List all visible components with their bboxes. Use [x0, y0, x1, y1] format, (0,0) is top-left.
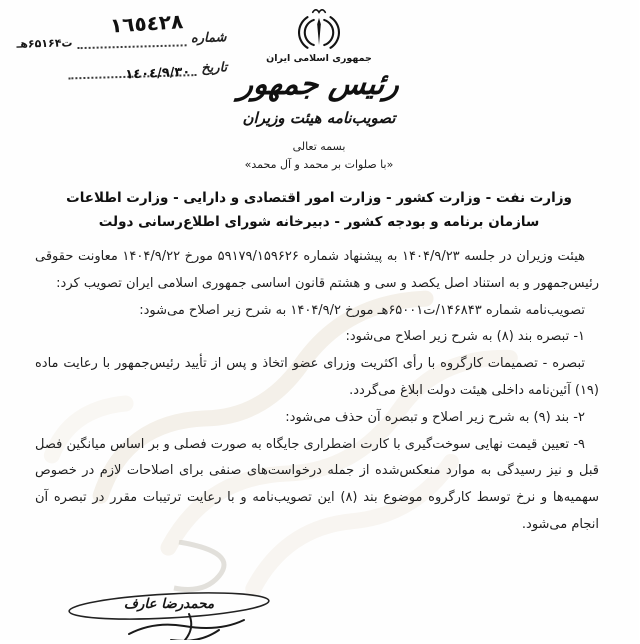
- body-paragraph: ۹- تعیین قیمت نهایی سوخت‌گیری با کارت اضطراری جایگاه به صورت فصلی و بر اساس میانگین فصل قبل و نیز رسیدگی به موارد منعکس‌شده از جمله درخواست‌های صنفی برای اصلاحات لازم در خصوص سهمیه‌ها و نرخ توسط کارگروه موضوع بند (۸) این تصویب‌نامه و با رعایت ترتیبات مقرر در تبصره آن انجام می‌شود.: [36, 436, 600, 532]
- body-paragraph: تصویب‌نامه شماره ۱۴۶۸۴۳/ت۶۵۰۰۱هـ مورخ ۱۴۰۴/۹/۲ به شرح زیر اصلاح می‌شود:: [140, 302, 586, 318]
- stamp-number-handwritten: ١٦٥٤٢٨: [110, 9, 186, 38]
- president-calligraphy: رئیس جمهور: [238, 67, 402, 102]
- stamp-number-label: شماره: [191, 30, 228, 47]
- signer-name: محمدرضا عارف: [124, 596, 216, 612]
- cabinet-resolution-calligraphy: تصویب‌نامه هیئت وزیران: [243, 109, 397, 127]
- stamp-date-label: تاریخ: [202, 60, 229, 76]
- stamp-date-handwritten: ١٤٠٤/٩/٣٠: [126, 64, 192, 83]
- signature-flourish: [175, 542, 225, 590]
- country-name: جمهوری اسلامی ایران: [267, 53, 373, 64]
- iran-emblem-icon: [299, 6, 341, 52]
- stamp-number-printed-suffix: ت۶۵۱۶۴هـ: [17, 36, 74, 51]
- signature-oval: [70, 589, 271, 623]
- body-paragraph: ۲- بند (۹) به شرح زیر اصلاح و تبصره آن حذف می‌شود:: [286, 409, 586, 425]
- addressee-block: [0, 186, 640, 234]
- body-paragraph: هیئت وزیران در جلسه ۱۴۰۴/۹/۲۳ به پیشنهاد شماره ۵۹۱۷۹/۱۵۹۶۲۶ مورخ ۱۴۰۴/۹/۲۲ معاونت حقوقی رئیس‌جمهور و به استناد اصل یکصد و سی و هشتم قانون اساسی جمهوری اسلامی ایران تصویب کرد:: [36, 249, 600, 291]
- body-paragraph: ۱- تبصره بند (۸) به شرح زیر اصلاح می‌شود:: [346, 329, 586, 345]
- addressee-line: سازمان برنامه و بودجه کشور - دبیرخانه شورای اطلاع‌رسانی دولت: [99, 214, 541, 230]
- addressee-line: وزارت نفت - وزارت کشور - وزارت امور اقتصادی و دارایی - وزارت اطلاعات: [67, 190, 573, 206]
- salawat-line: «با صلوات بر محمد و آل محمد»: [245, 158, 395, 171]
- signature-scrawl: [130, 614, 245, 640]
- besmeleh-line: بسمه تعالی: [293, 140, 347, 153]
- letterhead: [0, 6, 640, 127]
- decree-body: [36, 244, 600, 539]
- signature-block: [30, 540, 330, 640]
- body-paragraph: تبصره - تصمیمات کارگروه با رأی اکثریت وزرای عضو اتخاذ و پس از تأیید رئیس‌جمهور با رعایت ماده (۱۹) آئین‌نامه داخلی هیئت دولت ابلاغ می‌گردد.: [36, 356, 600, 398]
